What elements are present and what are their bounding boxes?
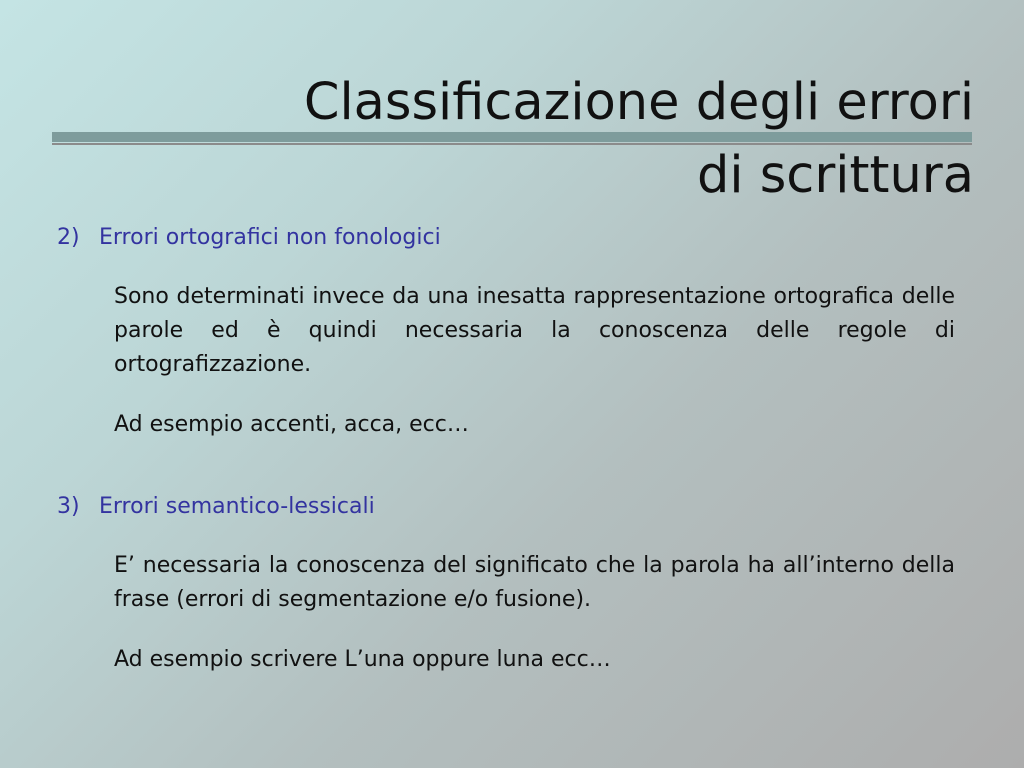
title-line-2: di scrittura <box>696 146 974 205</box>
section-heading-3 <box>57 494 375 519</box>
section-number: 3) <box>57 494 80 519</box>
section-3-paragraph-2: Ad esempio scrivere L’una oppure luna ecc… <box>114 647 611 672</box>
section-heading-text: Errori ortografici non fonologici <box>99 225 441 250</box>
section-heading-2 <box>57 225 441 250</box>
title-divider-thin <box>52 143 972 145</box>
section-3-paragraph-1: E’ necessaria la conoscenza del significato che la parola ha all’interno della frase (errori di segmentazione e/o fusione). <box>114 553 955 612</box>
section-number: 2) <box>57 225 80 250</box>
section-2-paragraph-2: Ad esempio accenti, acca, ecc… <box>114 412 469 437</box>
section-heading-text: Errori semantico-lessicali <box>99 494 375 519</box>
title-line-1: Classificazione degli errori <box>303 73 974 132</box>
title-divider <box>52 132 972 142</box>
section-2-paragraph-1: Sono determinati invece da una inesatta rappresentazione ortografica delle parole ed è quindi necessaria la conoscenza delle regole di ortografizzazione. <box>114 284 955 377</box>
